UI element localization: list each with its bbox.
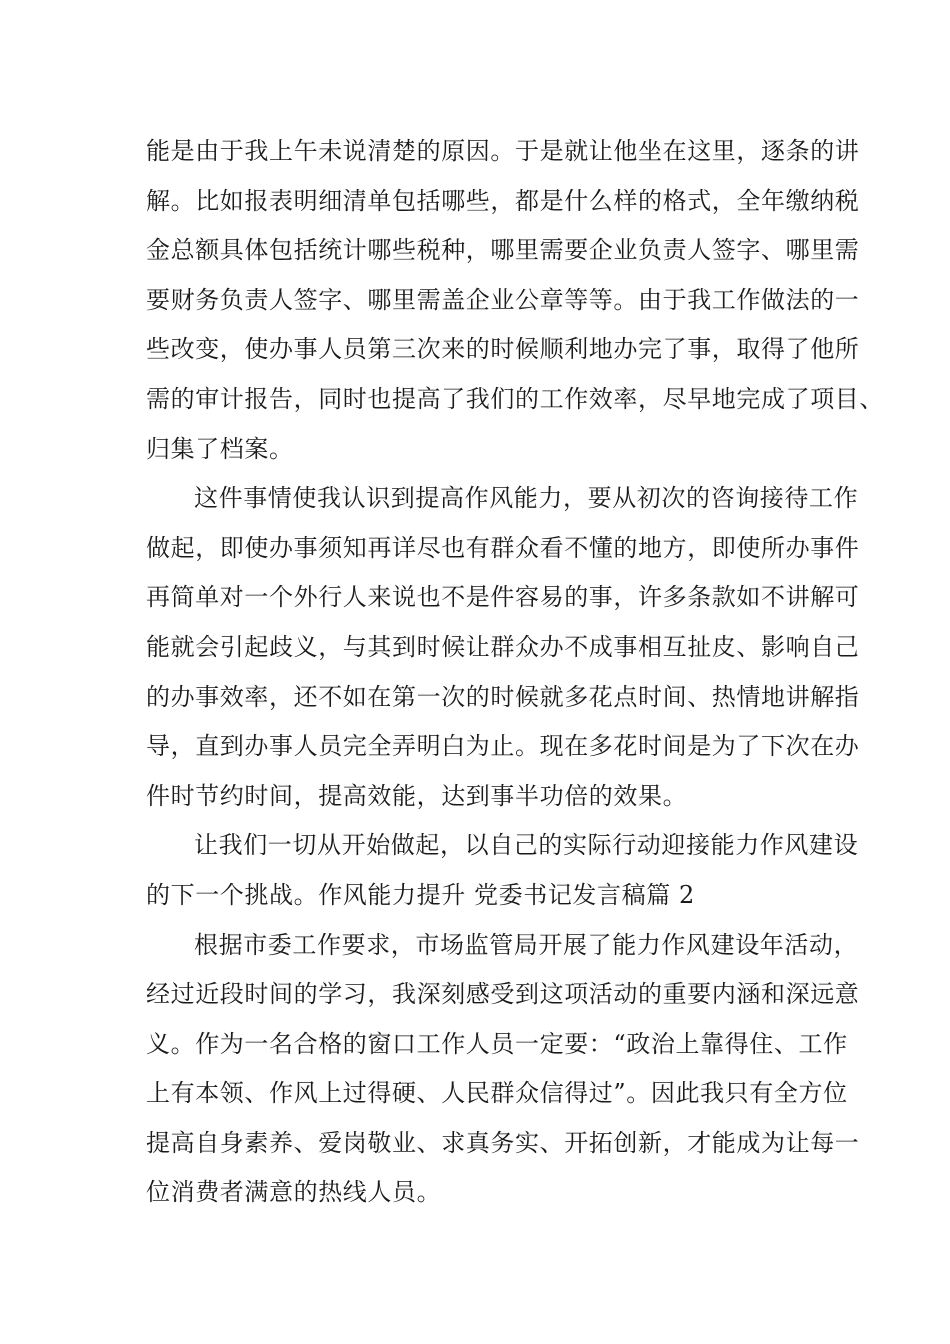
text-line: 能是由于我上午未说清楚的原因。于是就让他坐在这里，逐条的讲 [146, 137, 860, 165]
text-line: 根据市委工作要求，市场监管局开展了能力作风建设年活动， [194, 930, 859, 959]
text-line: 解。比如报表明细清单包括哪些，都是什么样的格式，全年缴纳税 [146, 186, 860, 215]
text-line: 义。作为一名合格的窗口工作人员一定要：“政治上靠得住、工作 [146, 1029, 848, 1058]
text-line: 归集了档案。 [146, 434, 294, 463]
text-line: 要财务负责人签字、哪里需盖企业公章等等。由于我工作做法的一 [146, 285, 860, 314]
text-line: 的办事效率，还不如在第一次的时候就多花点时间、热情地讲解指 [146, 682, 860, 711]
text-line: 经过近段时间的学习，我深刻感受到这项活动的重要内涵和深远意 [146, 980, 860, 1009]
text-line: 再简单对一个外行人来说也不是件容易的事，许多条款如不讲解可 [146, 583, 860, 612]
text-line: 位消费者满意的热线人员。 [146, 1178, 442, 1207]
text-line: 上有本领、作风上过得硬、人民群众信得过”。因此我只有全方位 [146, 1079, 848, 1108]
text-line: 让我们一切从开始做起，以自己的实际行动迎接能力作风建设 [194, 831, 859, 860]
text-line: 需的审计报告，同时也提高了我们的工作效率，尽早地完成了项目、 [146, 384, 884, 413]
text-line: 金总额具体包括统计哪些税种，哪里需要企业负责人签字、哪里需 [146, 236, 860, 265]
text-line: 提高自身素养、爱岗敬业、求真务实、开拓创新，才能成为让每一 [146, 1128, 860, 1157]
text-line: 件时节约时间，提高效能，达到事半功倍的效果。 [146, 781, 688, 810]
text-line: 导，直到办事人员完全弄明白为止。现在多花时间是为了下次在办 [146, 732, 860, 761]
text-line: 做起，即使办事须知再详尽也有群众看不懂的地方，即使所办事件 [146, 533, 860, 562]
text-line: 这件事情使我认识到提高作风能力，要从初次的咨询接待工作 [194, 484, 859, 513]
text-line: 些改变，使办事人员第三次来的时候顺利地办完了事，取得了他所 [146, 335, 860, 364]
text-line: 能就会引起歧义，与其到时候让群众办不成事相互扯皮、影响自己 [146, 632, 860, 661]
text-line: 的下一个挑战。作风能力提升 党委书记发言稿篇 2 [146, 880, 695, 909]
body-text [146, 127, 884, 1218]
